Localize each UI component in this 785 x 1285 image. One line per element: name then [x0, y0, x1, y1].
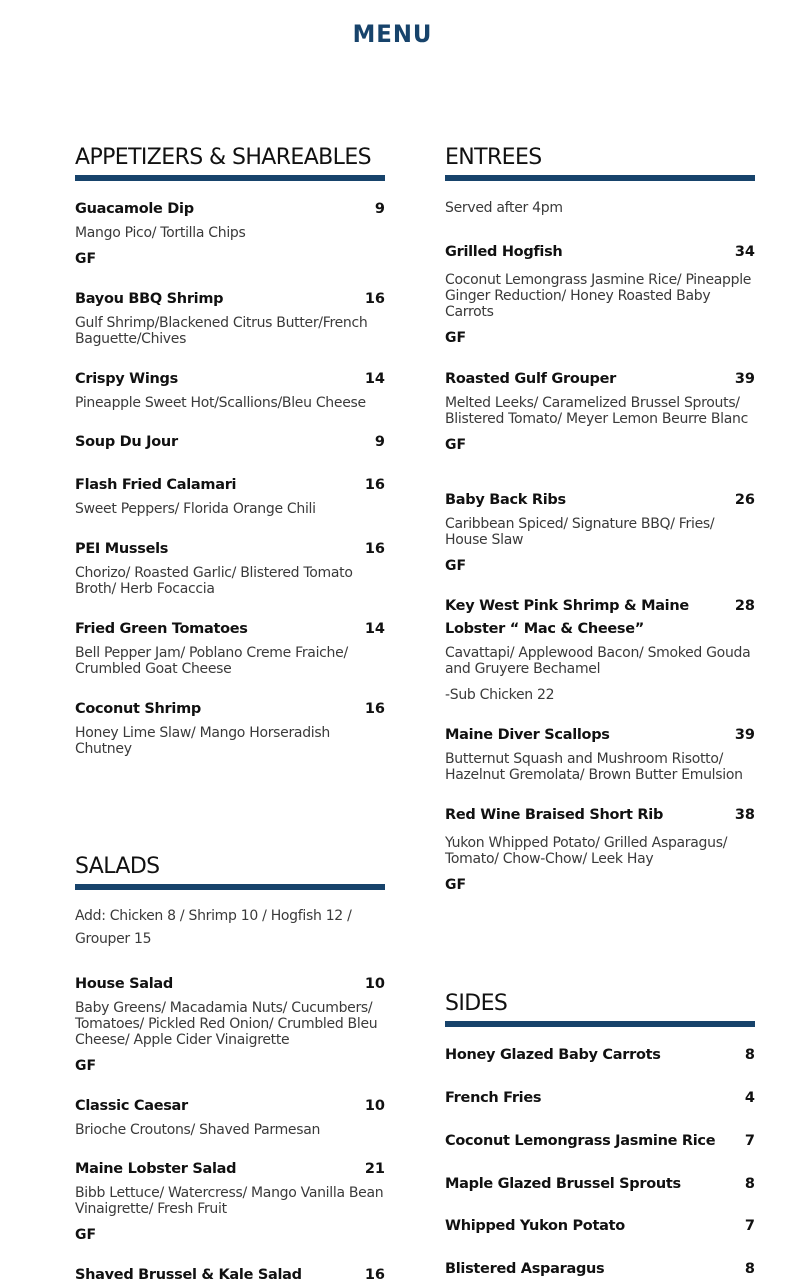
- section-salads: [75, 854, 385, 1283]
- gf-tag: GF: [445, 330, 467, 346]
- item-price: 10: [364, 976, 385, 992]
- menu-item: [75, 288, 385, 347]
- item-price: 9: [374, 201, 385, 217]
- item-price: 8: [744, 1261, 755, 1277]
- item-price: 16: [364, 291, 385, 307]
- section-note: Served after 4pm: [445, 200, 563, 216]
- item-name: House Salad: [75, 976, 173, 992]
- item-name: Soup Du Jour: [75, 434, 178, 450]
- item-substitution: -Sub Chicken 22: [445, 687, 555, 703]
- item-name: Bayou BBQ Shrimp: [75, 291, 224, 307]
- item-name: Maine Diver Scallops: [445, 727, 610, 743]
- item-description: Mango Pico/ Tortilla Chips: [75, 225, 246, 241]
- menu-item: [445, 241, 755, 346]
- item-description: Gulf Shrimp/Blackened Citrus Butter/French Baguette/Chives: [75, 315, 368, 347]
- item-name: Key West Pink Shrimp & Maine Lobster “ Mac & Cheese”: [445, 598, 689, 637]
- item-name: Coconut Lemongrass Jasmine Rice: [445, 1133, 716, 1149]
- menu-item: [445, 368, 755, 453]
- menu-item: [75, 198, 385, 267]
- item-name: Flash Fried Calamari: [75, 477, 237, 493]
- item-description: Cavattapi/ Applewood Bacon/ Smoked Gouda and Gruyere Bechamel: [445, 645, 751, 677]
- item-description: Honey Lime Slaw/ Mango Horseradish Chutney: [75, 725, 330, 757]
- menu-item: [445, 1173, 755, 1196]
- item-name: Guacamole Dip: [75, 201, 194, 217]
- menu-item: [75, 368, 385, 411]
- item-name: Fried Green Tomatoes: [75, 621, 248, 637]
- gf-tag: GF: [75, 1227, 97, 1243]
- item-price: 16: [364, 701, 385, 717]
- item-price: 21: [364, 1161, 385, 1177]
- menu-item: [445, 1044, 755, 1067]
- item-name: Red Wine Braised Short Rib: [445, 807, 664, 823]
- item-price: 16: [364, 477, 385, 493]
- item-price: 39: [734, 371, 755, 387]
- item-description: Coconut Lemongrass Jasmine Rice/ Pineapple Ginger Reduction/ Honey Roasted Baby Carrots: [445, 272, 752, 320]
- item-price: 34: [734, 244, 755, 260]
- section-heading: SALADS: [75, 854, 385, 890]
- item-name: Shaved Brussel & Kale Salad: [75, 1267, 302, 1283]
- item-name: PEI Mussels: [75, 541, 169, 557]
- item-price: 4: [744, 1090, 755, 1106]
- item-description: Melted Leeks/ Caramelized Brussel Sprouts/ Blistered Tomato/ Meyer Lemon Beurre Blanc: [445, 395, 749, 427]
- item-description: Caribbean Spiced/ Signature BBQ/ Fries/ House Slaw: [445, 516, 715, 548]
- item-price: 7: [744, 1218, 755, 1234]
- menu-item: [445, 1215, 755, 1238]
- menu-item: [445, 1258, 755, 1281]
- item-description: Brioche Croutons/ Shaved Parmesan: [75, 1122, 321, 1138]
- item-price: 14: [364, 621, 385, 637]
- item-name: Whipped Yukon Potato: [445, 1218, 625, 1234]
- item-price: 28: [734, 598, 755, 614]
- item-description: Bibb Lettuce/ Watercress/ Mango Vanilla Bean Vinaigrette/ Fresh Fruit: [75, 1185, 384, 1217]
- menu-item: [75, 538, 385, 597]
- menu-item: [445, 1087, 755, 1110]
- item-name: Crispy Wings: [75, 371, 178, 387]
- menu-item: [445, 724, 755, 783]
- item-price: 16: [364, 1267, 385, 1283]
- item-name: Maine Lobster Salad: [75, 1161, 237, 1177]
- section-heading: APPETIZERS & SHAREABLES: [75, 145, 385, 181]
- item-name: Honey Glazed Baby Carrots: [445, 1047, 661, 1063]
- section-note: Add: Chicken 8 / Shrimp 10 / Hogfish 12 / Grouper 15: [75, 908, 352, 947]
- item-price: 38: [734, 807, 755, 823]
- item-price: 26: [734, 492, 755, 508]
- item-description: Butternut Squash and Mushroom Risotto/ Hazelnut Gremolata/ Brown Butter Emulsion: [445, 751, 743, 783]
- item-price: 39: [734, 727, 755, 743]
- section-entrees: [445, 145, 755, 893]
- item-price: 9: [374, 434, 385, 450]
- item-price: 16: [364, 541, 385, 557]
- gf-tag: GF: [75, 1058, 97, 1074]
- menu-item: [75, 698, 385, 757]
- item-description: Pineapple Sweet Hot/Scallions/Bleu Cheese: [75, 395, 366, 411]
- menu-item: [75, 1264, 385, 1285]
- menu-item: [445, 595, 755, 703]
- item-description: Baby Greens/ Macadamia Nuts/ Cucumbers/ Tomatoes/ Pickled Red Onion/ Crumbled Bleu Cheese/ Apple Cider Vinaigrette: [75, 1000, 378, 1048]
- menu-item: [445, 1130, 755, 1153]
- gf-tag: GF: [75, 251, 97, 267]
- gf-tag: GF: [445, 558, 467, 574]
- menu-item: [445, 804, 755, 893]
- menu-item: [75, 474, 385, 517]
- item-name: French Fries: [445, 1090, 542, 1106]
- menu-item: [75, 431, 385, 454]
- item-price: 8: [744, 1047, 755, 1063]
- item-price: 8: [744, 1176, 755, 1192]
- item-name: Coconut Shrimp: [75, 701, 201, 717]
- section-heading: SIDES: [445, 991, 755, 1027]
- item-name: Blistered Asparagus: [445, 1261, 605, 1277]
- item-price: 7: [744, 1133, 755, 1149]
- item-price: 14: [364, 371, 385, 387]
- gf-tag: GF: [445, 437, 467, 453]
- item-name: Classic Caesar: [75, 1098, 188, 1114]
- section-heading: ENTREES: [445, 145, 755, 181]
- section-sides: [445, 991, 755, 1277]
- menu-item: [75, 973, 385, 1074]
- item-name: Roasted Gulf Grouper: [445, 371, 616, 387]
- gf-tag: GF: [445, 877, 467, 893]
- item-description: Bell Pepper Jam/ Poblano Creme Fraiche/ Crumbled Goat Cheese: [75, 645, 348, 677]
- menu-item: [75, 1158, 385, 1243]
- item-price: 10: [364, 1098, 385, 1114]
- menu-item: [75, 618, 385, 677]
- item-name: Grilled Hogfish: [445, 244, 563, 260]
- item-name: Maple Glazed Brussel Sprouts: [445, 1176, 681, 1192]
- item-description: Chorizo/ Roasted Garlic/ Blistered Tomato Broth/ Herb Focaccia: [75, 565, 353, 597]
- section-appetizers: [75, 145, 385, 757]
- item-description: Sweet Peppers/ Florida Orange Chili: [75, 501, 316, 517]
- item-description: Yukon Whipped Potato/ Grilled Asparagus/ Tomato/ Chow-Chow/ Leek Hay: [445, 835, 728, 867]
- menu-item: [75, 1095, 385, 1138]
- menu-item: [445, 489, 755, 574]
- item-name: Baby Back Ribs: [445, 492, 566, 508]
- page-title: MENU: [352, 20, 433, 48]
